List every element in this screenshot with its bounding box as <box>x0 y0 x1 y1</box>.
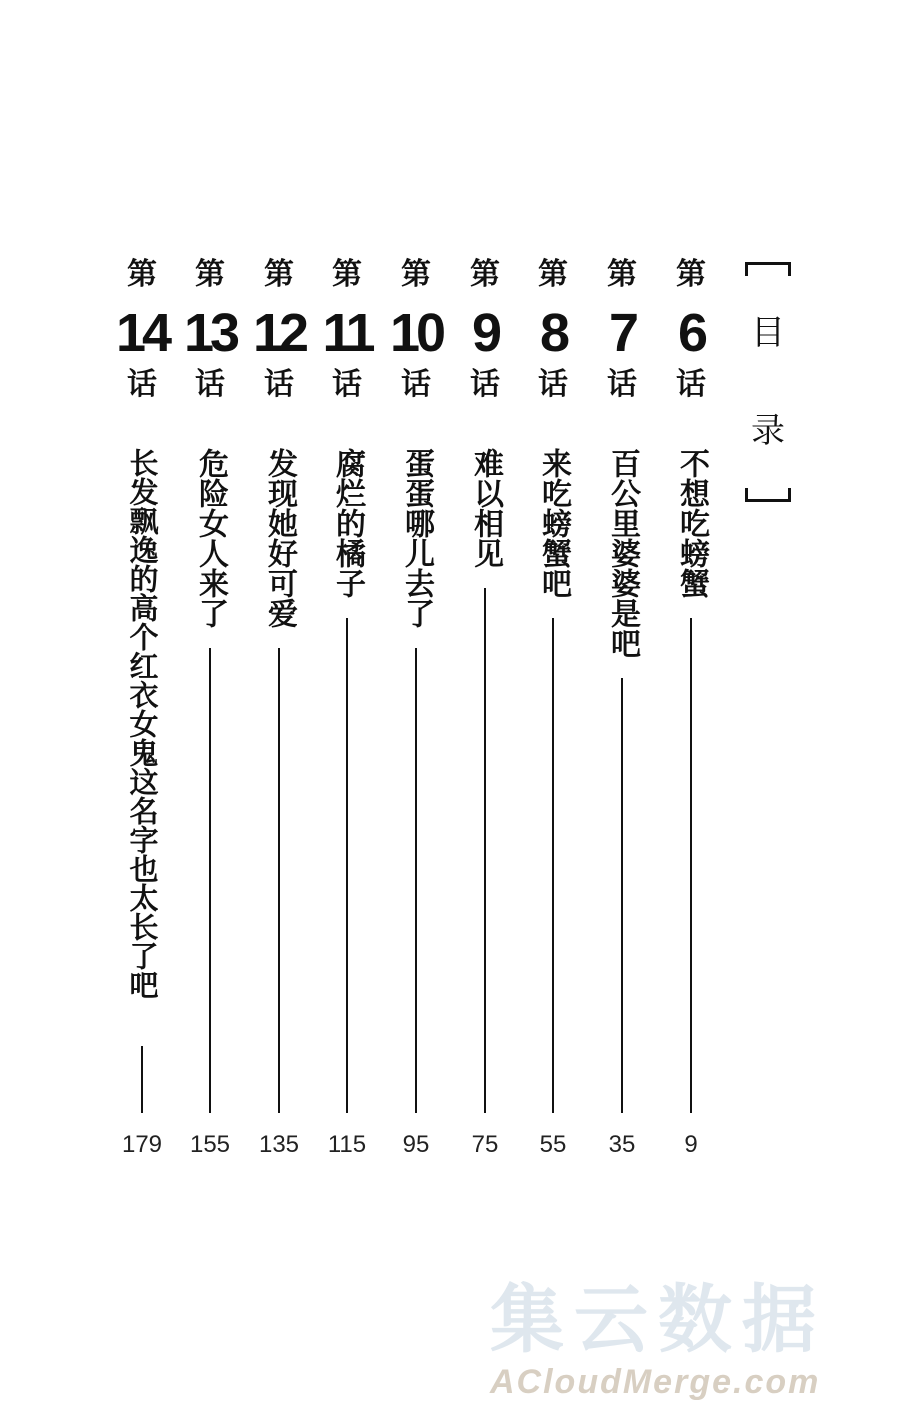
chapter-page: 35 <box>608 1131 636 1158</box>
watermark-cn: 集云数据 <box>490 1277 826 1363</box>
chapter-number: 9 <box>471 303 499 363</box>
chapter-suffix: 话 <box>332 367 362 402</box>
chapter-entry[interactable] <box>113 258 171 1158</box>
chapter-entry[interactable] <box>387 258 445 1158</box>
chapter-prefix: 第 <box>676 257 706 292</box>
chapter-prefix: 第 <box>401 257 431 292</box>
chapter-page: 95 <box>402 1131 430 1158</box>
chapter-entry[interactable] <box>593 258 651 1158</box>
chapter-suffix: 话 <box>127 367 157 402</box>
watermark-en: ACloudMerge.com <box>490 1363 821 1401</box>
chapter-page: 115 <box>327 1131 367 1158</box>
chapter-prefix: 第 <box>264 257 294 292</box>
chapter-suffix: 话 <box>470 367 500 402</box>
chapter-number: 10 <box>389 303 443 363</box>
leader-line <box>690 618 692 1113</box>
chapter-page: 135 <box>258 1131 300 1158</box>
bracket-bottom <box>745 488 791 502</box>
chapter-number: 14 <box>115 303 169 363</box>
chapter-page: 155 <box>189 1131 231 1158</box>
chapter-suffix: 话 <box>538 367 568 402</box>
chapter-prefix: 第 <box>538 257 568 292</box>
chapter-title: 百公里婆婆是吧 <box>605 448 640 658</box>
leader-line <box>209 648 211 1113</box>
toc-heading <box>745 262 791 502</box>
chapter-prefix: 第 <box>195 257 225 292</box>
chapter-title: 危险女人来了 <box>193 448 228 628</box>
chapter-number: 13 <box>183 303 237 363</box>
bracket-top <box>745 262 791 276</box>
watermark <box>490 1277 880 1403</box>
leader-line <box>552 618 554 1113</box>
chapter-entry[interactable] <box>456 258 514 1158</box>
chapter-number: 8 <box>539 303 567 363</box>
chapter-suffix: 话 <box>401 367 431 402</box>
chapter-title: 来吃螃蟹吧 <box>536 448 571 598</box>
chapter-entry[interactable] <box>524 258 582 1158</box>
chapter-title: 长发飘逸的高个红衣女鬼这名字也太长了吧 <box>125 448 160 999</box>
leader-line <box>346 618 348 1113</box>
chapter-page: 55 <box>539 1131 567 1158</box>
toc-heading-char: 录 <box>751 411 785 451</box>
chapter-page: 9 <box>684 1131 698 1158</box>
leader-line <box>278 648 280 1113</box>
chapter-title: 蛋蛋哪儿去了 <box>399 448 434 628</box>
chapter-entry[interactable] <box>181 258 239 1158</box>
chapter-suffix: 话 <box>264 367 294 402</box>
chapter-suffix: 话 <box>607 367 637 402</box>
leader-line <box>484 588 486 1113</box>
chapter-title: 发现她好可爱 <box>262 448 297 628</box>
chapter-title: 不想吃螃蟹 <box>674 448 709 598</box>
chapter-prefix: 第 <box>127 257 157 292</box>
chapter-entry[interactable] <box>662 258 720 1158</box>
chapter-number: 6 <box>677 303 705 363</box>
chapter-prefix: 第 <box>470 257 500 292</box>
chapter-number: 12 <box>252 303 306 363</box>
leader-line <box>621 678 623 1113</box>
chapter-title: 腐烂的橘子 <box>330 448 365 598</box>
chapter-entry[interactable] <box>250 258 308 1158</box>
chapter-page: 179 <box>121 1131 163 1158</box>
chapter-prefix: 第 <box>332 257 362 292</box>
chapter-number: 11 <box>322 303 372 363</box>
chapter-suffix: 话 <box>195 367 225 402</box>
chapter-number: 7 <box>608 303 636 363</box>
chapter-title: 难以相见 <box>468 448 503 568</box>
toc-heading-char: 目 <box>751 313 785 353</box>
leader-line <box>141 1046 143 1113</box>
chapter-suffix: 话 <box>676 367 706 402</box>
leader-line <box>415 648 417 1113</box>
chapter-prefix: 第 <box>607 257 637 292</box>
chapter-page: 75 <box>471 1131 499 1158</box>
chapter-entry[interactable] <box>318 258 376 1158</box>
